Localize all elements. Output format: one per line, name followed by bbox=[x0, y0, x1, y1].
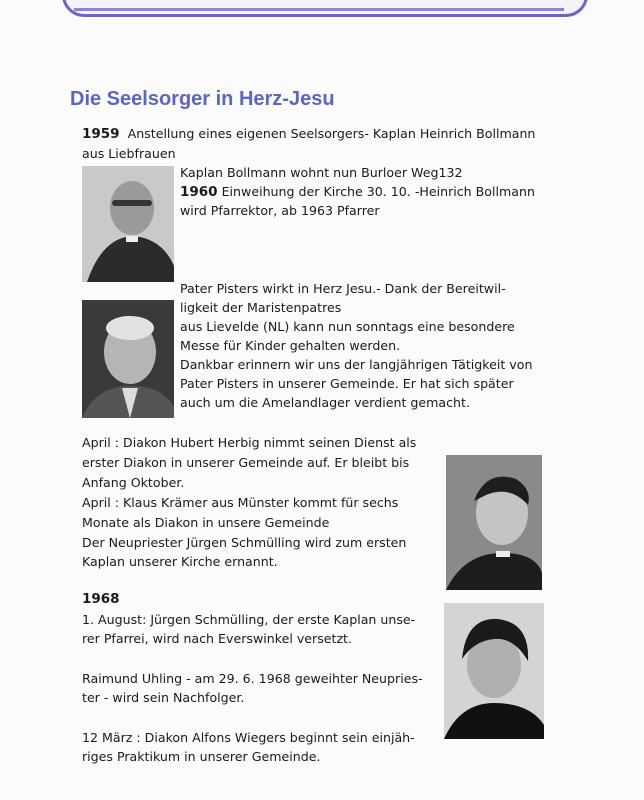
diakon-line5: Monate als Diakon in unsere Gemeinde bbox=[82, 515, 330, 530]
bollmann-line1: Kaplan Bollmann wohnt nun Burloer Weg132 bbox=[180, 165, 463, 180]
photo-bollmann bbox=[82, 166, 174, 282]
bollmann-line3: wird Pfarrektor, ab 1963 Pfarrer bbox=[180, 203, 380, 218]
bollmann-line2 bbox=[180, 182, 535, 203]
section-1959-line1 bbox=[82, 124, 535, 145]
header-rule bbox=[74, 8, 564, 11]
pisters-line3: aus Lievelde (NL) kann nun sonntags eine besondere bbox=[180, 319, 515, 334]
pisters-line4: Messe für Kinder gehalten werden. bbox=[180, 338, 401, 353]
portrait-pisters-icon bbox=[82, 300, 174, 418]
portrait-schmuelling-icon bbox=[446, 455, 542, 590]
portrait-bollmann-icon bbox=[82, 166, 174, 282]
diakon-line6: Der Neupriester Jürgen Schmülling wird zum ersten bbox=[82, 535, 407, 550]
year-1959: 1959 bbox=[82, 126, 120, 142]
pisters-line2: ligkeit der Maristenpatres bbox=[180, 300, 342, 315]
diakon-line4: April : Klaus Krämer aus Münster kommt für sechs bbox=[82, 495, 399, 510]
diakon-line3: Anfang Oktober. bbox=[82, 475, 185, 490]
1968-p3-line1: 12 März : Diakon Alfons Wiegers beginnt sein einjäh- bbox=[82, 730, 415, 745]
section-1959-line2: aus Liebfrauen bbox=[82, 146, 176, 161]
diakon-line2: erster Diakon in unserer Gemeinde auf. Er bleibt bis bbox=[82, 455, 410, 470]
pisters-line7: auch um die Amelandlager verdient gemacht. bbox=[180, 395, 470, 410]
photo-pisters bbox=[82, 300, 174, 418]
diakon-line7: Kaplan unserer Kirche ernannt. bbox=[82, 554, 278, 569]
1968-p1-line1: 1. August: Jürgen Schmülling, der erste Kaplan unse- bbox=[82, 612, 416, 627]
year-1960: 1960 bbox=[180, 184, 218, 200]
pisters-line1: Pater Pisters wirkt in Herz Jesu.- Dank der Bereitwil- bbox=[180, 281, 506, 296]
photo-schmuelling bbox=[446, 455, 542, 590]
pisters-line6: Pater Pisters in unserer Gemeinde. Er hat sich später bbox=[180, 376, 514, 391]
1968-p1-line2: rer Pfarrei, wird nach Everswinkel versetzt. bbox=[82, 631, 352, 646]
page-title: Die Seelsorger in Herz-Jesu bbox=[70, 88, 335, 110]
1968-p2-line1: Raimund Uhling - am 29. 6. 1968 geweihter Neupries- bbox=[82, 671, 423, 686]
photo-uhling bbox=[444, 603, 544, 739]
portrait-uhling-icon bbox=[444, 603, 544, 739]
year-1968: 1968 bbox=[82, 591, 120, 607]
pisters-line5: Dankbar erinnern wir uns der langjährigen Tätigkeit von bbox=[180, 357, 533, 372]
diakon-line1: April : Diakon Hubert Herbig nimmt seinen Dienst als bbox=[82, 435, 417, 450]
text-1959-a: Anstellung eines eigenen Seelsorgers- Kaplan Heinrich Bollmann bbox=[127, 126, 536, 141]
1968-p2-line2: ter - wird sein Nachfolger. bbox=[82, 690, 245, 705]
bollmann-line2-text: Einweihung der Kirche 30. 10. -Heinrich Bollmann bbox=[221, 184, 535, 199]
1968-p3-line2: riges Praktikum in unserer Gemeinde. bbox=[82, 749, 321, 764]
